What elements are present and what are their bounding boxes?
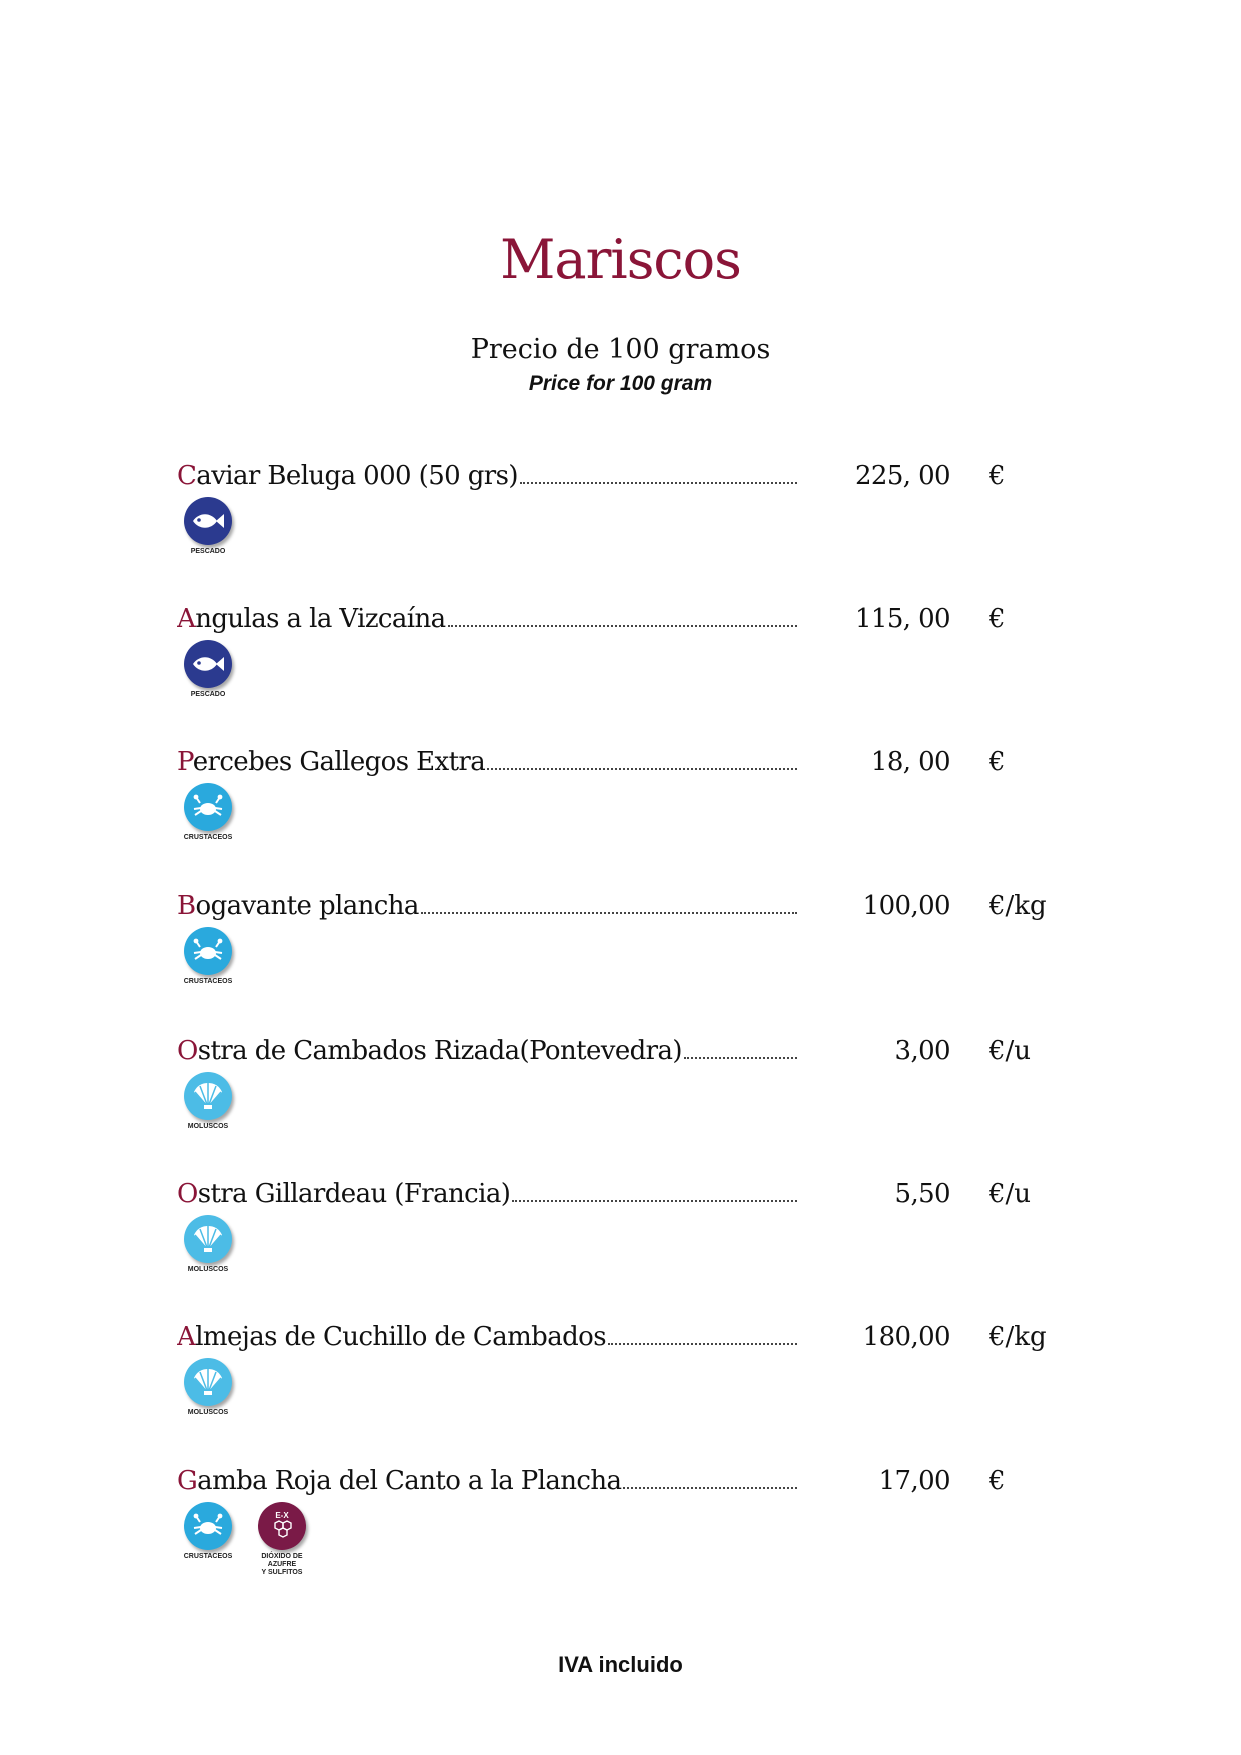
allergen-list <box>177 1072 239 1131</box>
allergen-label: CRUSTACEOS <box>183 978 233 985</box>
allergen-list <box>177 1358 239 1417</box>
menu-item <box>177 885 1077 1005</box>
shell-icon <box>184 1215 232 1263</box>
item-unit: €/u <box>989 1179 1032 1209</box>
menu-item <box>177 1316 1077 1436</box>
menu-item <box>177 455 1077 575</box>
allergen-list <box>177 1215 239 1274</box>
allergen-moluscos <box>177 1358 239 1417</box>
menu-item <box>177 1173 1077 1293</box>
crab-icon <box>184 783 232 831</box>
crab-icon <box>184 927 232 975</box>
allergen-moluscos <box>177 1215 239 1274</box>
tax-note: IVA incluido <box>558 1652 683 1677</box>
allergen-list <box>177 1502 313 1577</box>
item-price: 17,00 <box>878 1466 950 1496</box>
allergen-pescado <box>177 497 239 556</box>
allergen-list <box>177 497 239 556</box>
item-price: 115, 00 <box>854 604 950 634</box>
fish-icon <box>184 497 232 545</box>
allergen-label: PESCADO <box>190 691 226 698</box>
item-name-line <box>177 1173 797 1209</box>
item-name: Bogavante plancha <box>177 891 419 921</box>
price-note-english: Price for 100 gram <box>528 372 713 395</box>
menu-item <box>177 598 1077 718</box>
item-price: 3,00 <box>894 1036 950 1066</box>
dot-leader <box>608 1342 797 1345</box>
dot-leader <box>512 1199 797 1202</box>
dot-leader <box>421 911 797 914</box>
item-unit: € <box>989 604 1006 634</box>
menu-item <box>177 1030 1077 1150</box>
item-name-line <box>177 1316 797 1352</box>
price-note: Precio de 100 gramos <box>470 334 771 365</box>
item-name-line <box>177 1030 797 1066</box>
item-unit: € <box>989 1466 1006 1496</box>
dot-leader <box>623 1486 797 1489</box>
item-name: Almejas de Cuchillo de Cambados <box>177 1322 606 1352</box>
shell-icon <box>184 1358 232 1406</box>
allergen-label: CRUSTACEOS <box>183 834 233 841</box>
dot-leader <box>487 767 797 770</box>
allergen-label: DIÓXIDO DE AZUFRE Y SULFITOS <box>261 1553 303 1576</box>
dot-leader <box>520 481 797 484</box>
item-name-line <box>177 455 797 491</box>
item-name: Gamba Roja del Canto a la Plancha <box>177 1466 622 1496</box>
allergen-label: MOLUSCOS <box>187 1266 229 1273</box>
menu-item <box>177 741 1077 861</box>
item-name-line <box>177 741 797 777</box>
allergen-label: MOLUSCOS <box>187 1409 229 1416</box>
allergen-crustaceos <box>177 927 239 986</box>
fish-icon <box>184 640 232 688</box>
allergen-label: CRUSTACEOS <box>183 1553 233 1560</box>
item-name: Ostra Gillardeau (Francia) <box>177 1179 511 1209</box>
allergen-pescado <box>177 640 239 699</box>
allergen-list <box>177 640 239 699</box>
item-unit: €/kg <box>989 891 1047 921</box>
item-price: 100,00 <box>862 891 950 921</box>
allergen-list <box>177 927 239 986</box>
dot-leader <box>448 624 797 627</box>
allergen-moluscos <box>177 1072 239 1131</box>
dot-leader <box>684 1056 797 1059</box>
sulfites-icon <box>258 1502 306 1550</box>
item-name-line <box>177 885 797 921</box>
item-price: 180,00 <box>862 1322 950 1352</box>
item-price: 18, 00 <box>870 747 950 777</box>
item-name: Caviar Beluga 000 (50 grs) <box>177 461 518 491</box>
allergen-crustaceos <box>177 783 239 842</box>
item-unit: €/u <box>989 1036 1032 1066</box>
menu-item <box>177 1460 1077 1580</box>
allergen-list <box>177 783 239 842</box>
allergen-sulfitos <box>251 1502 313 1577</box>
item-unit: €/kg <box>989 1322 1047 1352</box>
item-name-line <box>177 598 797 634</box>
item-unit: € <box>989 747 1006 777</box>
item-name-line <box>177 1460 797 1496</box>
page-title: Mariscos <box>500 228 741 291</box>
item-price: 5,50 <box>894 1179 950 1209</box>
crab-icon <box>184 1502 232 1550</box>
item-name: Percebes Gallegos Extra <box>177 747 486 777</box>
item-price: 225, 00 <box>854 461 950 491</box>
item-name: Ostra de Cambados Rizada(Pontevedra) <box>177 1036 682 1066</box>
allergen-label: PESCADO <box>190 548 226 555</box>
allergen-crustaceos <box>177 1502 239 1577</box>
allergen-label: MOLUSCOS <box>187 1123 229 1130</box>
sulfites-code: E-X <box>275 1511 289 1520</box>
item-name: Angulas a la Vizcaína <box>177 604 446 634</box>
shell-icon <box>184 1072 232 1120</box>
item-unit: € <box>989 461 1006 491</box>
